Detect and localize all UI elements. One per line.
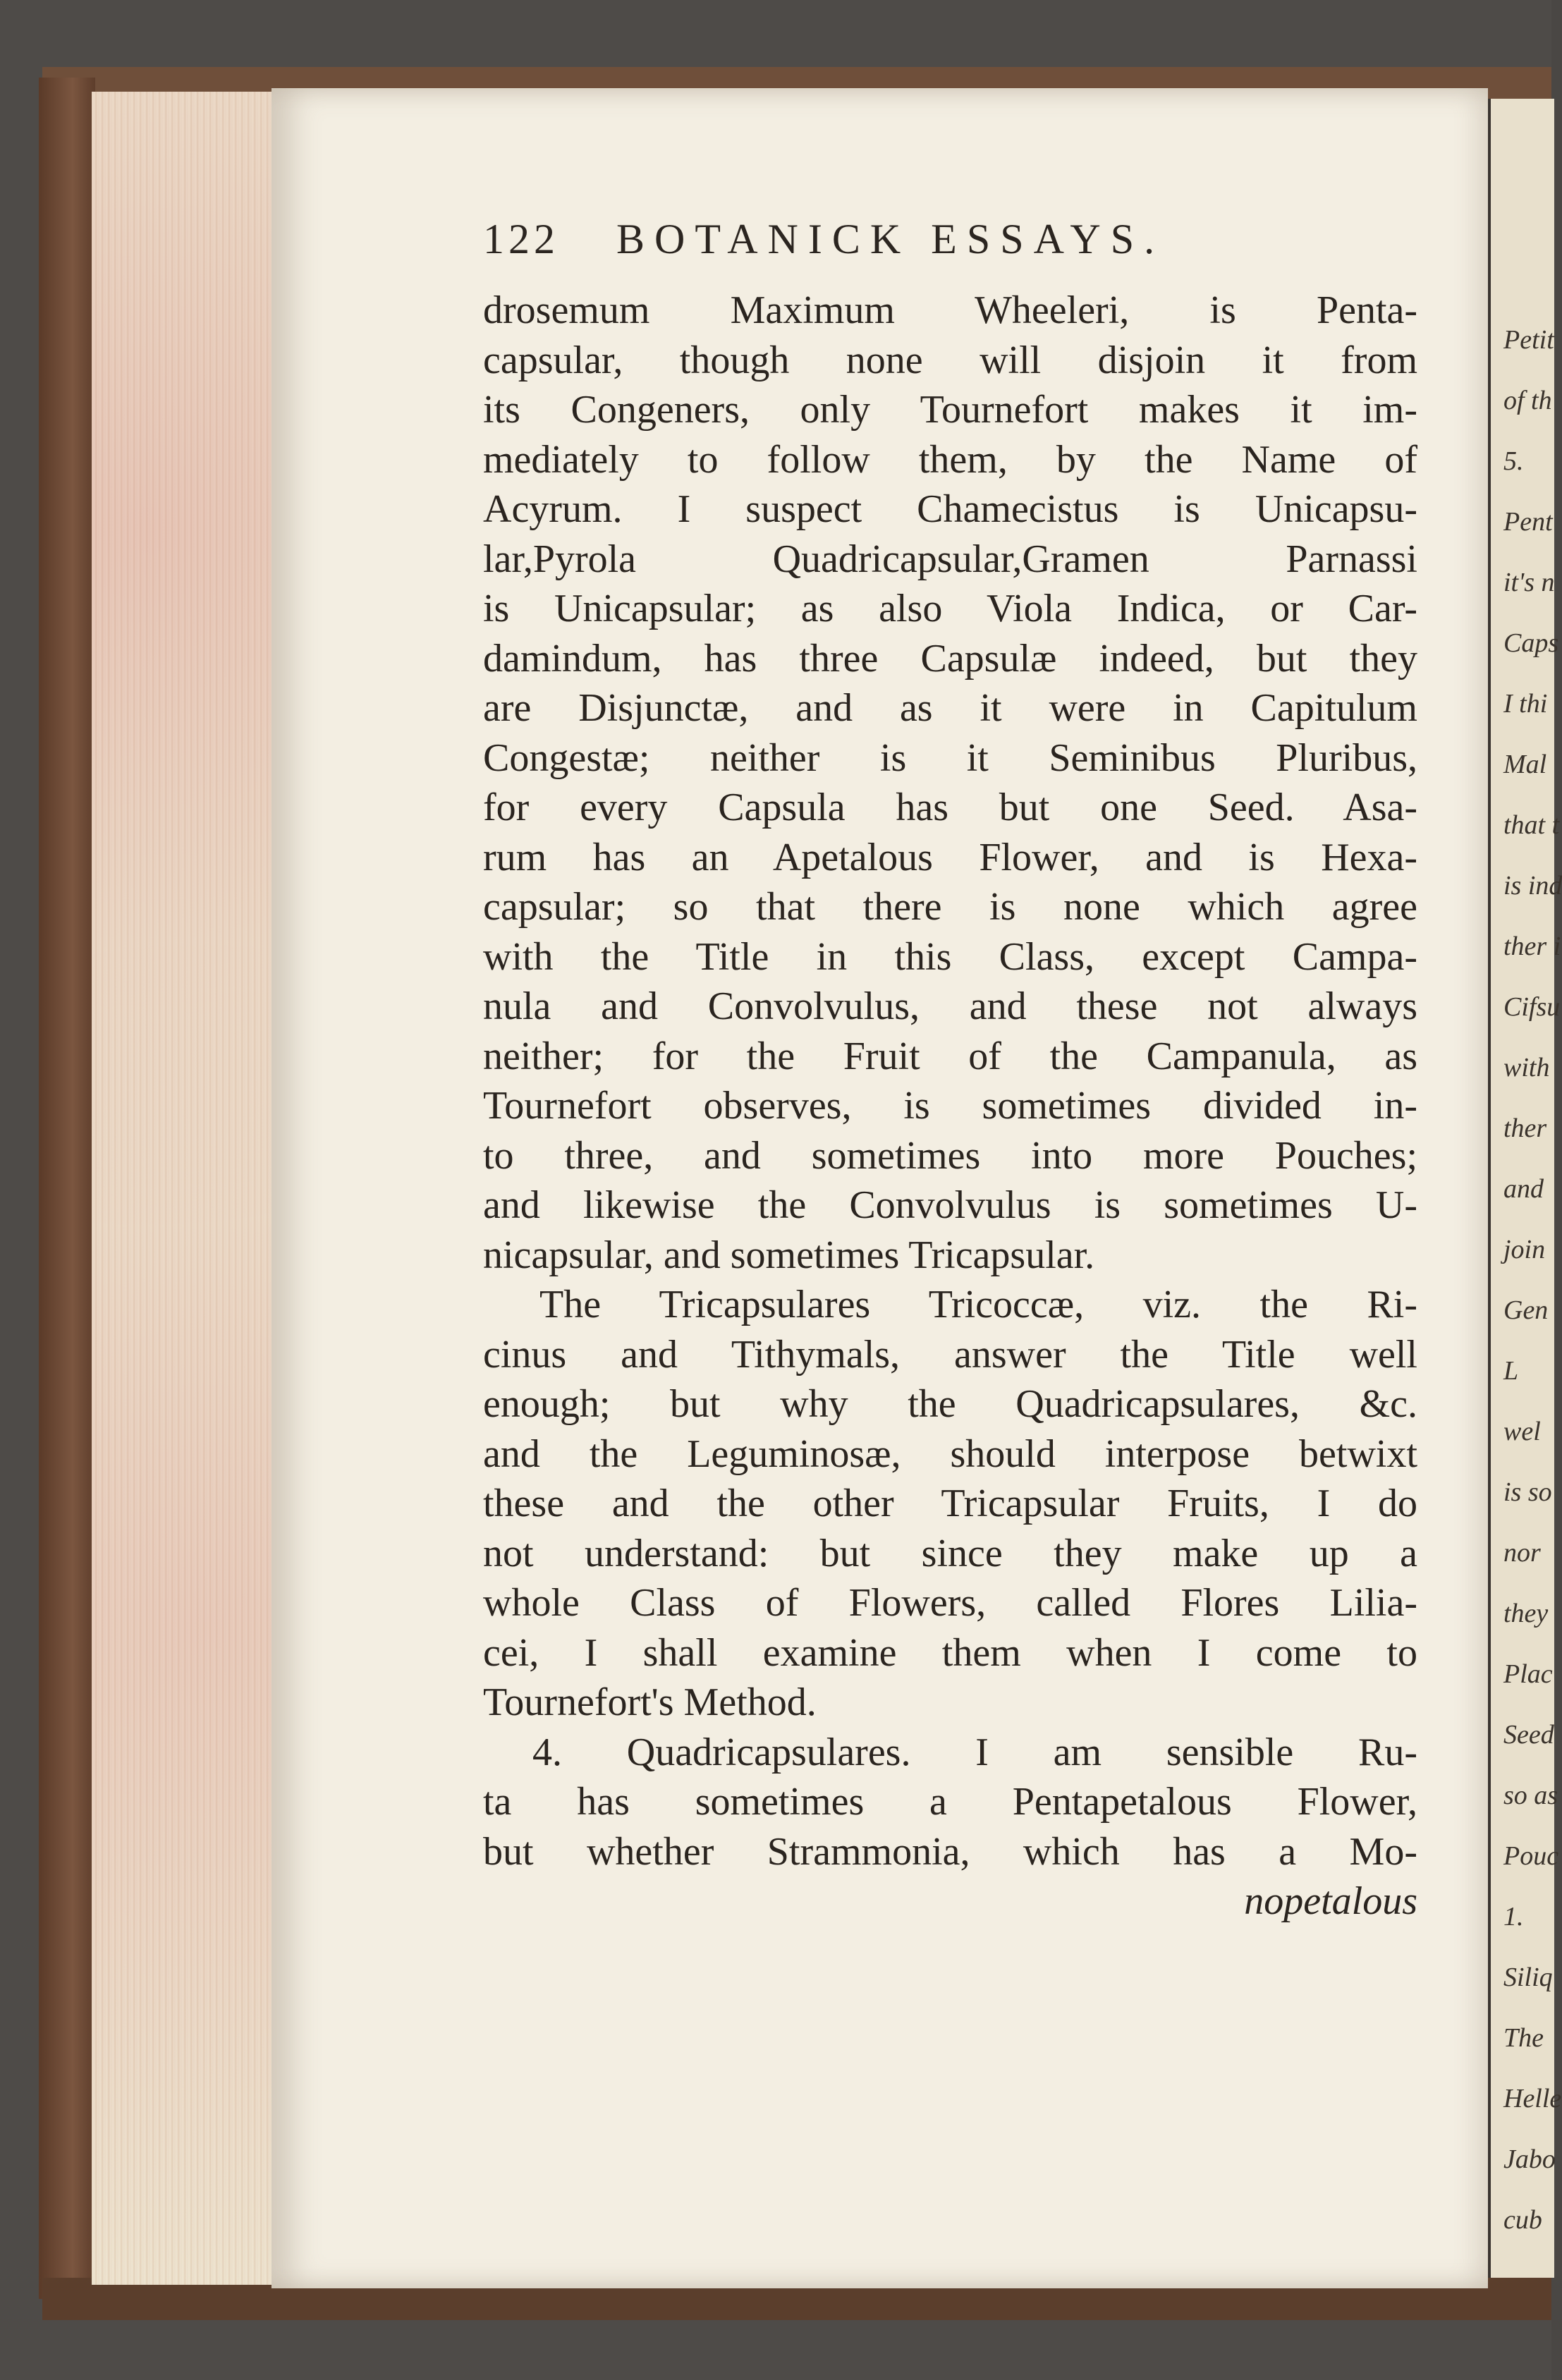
facing-page-fragment: Pouc <box>1503 1841 1559 1871</box>
text-line: capsular, though none will disjoin it from <box>483 338 1417 382</box>
text-line: lar,Pyrola Quadricapsular,Gramen Parnassi <box>483 537 1417 581</box>
facing-page-fragment: that t <box>1503 810 1560 840</box>
running-header <box>483 215 1435 264</box>
facing-page-fragment: cub <box>1503 2205 1542 2235</box>
text-line: Congestæ; neither is it Seminibus Pluribus, <box>483 736 1417 780</box>
facing-page-fragment: 1. <box>1503 1902 1524 1932</box>
facing-page-fragment: with <box>1503 1053 1550 1082</box>
running-title: BOTANICK ESSAYS. <box>616 216 1165 262</box>
text-line: ta has sometimes a Pentapetalous Flower, <box>483 1780 1417 1824</box>
page-edges <box>92 92 275 2285</box>
facing-page-fragment: wel <box>1503 1417 1541 1446</box>
text-line: these and the other Tricapsular Fruits, I do <box>483 1482 1417 1525</box>
text-line: and the Leguminosæ, should interpose betwixt <box>483 1432 1417 1476</box>
facing-page-fragment: Plac <box>1503 1659 1553 1689</box>
text-line: and likewise the Convolvulus is sometimes U- <box>483 1183 1417 1227</box>
facing-page-fragment: is ind <box>1503 871 1562 901</box>
text-line: The Tricapsulares Tricoccæ, viz. the Ri- <box>539 1283 1417 1326</box>
facing-page-fragment: Gen <box>1503 1295 1549 1325</box>
facing-page-fragment: so as <box>1503 1781 1558 1810</box>
facing-page-fragment: Seed <box>1503 1720 1554 1750</box>
facing-page-fragment: join <box>1503 1235 1546 1264</box>
text-line: enough; but why the Quadricapsulares, &c. <box>483 1382 1417 1426</box>
facing-page-fragment: Cifsu <box>1503 992 1561 1022</box>
text-line: Acyrum. I suspect Chamecistus is Unicapsu- <box>483 487 1417 531</box>
text-line: are Disjunctæ, and as it were in Capitulum <box>483 686 1417 730</box>
text-line: nicapsular, and sometimes Tricapsular. <box>483 1233 1095 1277</box>
facing-page-fragment: Pent <box>1503 507 1553 537</box>
text-line: damindum, has three Capsulæ indeed, but they <box>483 636 1417 681</box>
facing-page-fragment: it's n <box>1503 568 1555 597</box>
facing-page-fragment: Mal <box>1503 750 1547 779</box>
body-text <box>483 286 1417 1927</box>
text-line: but whether Strammonia, which has a Mo- <box>483 1829 1417 1874</box>
facing-page-fragment: Petit <box>1503 325 1554 355</box>
facing-page-fragment: ther <box>1503 1113 1547 1143</box>
facing-page-edge <box>1488 99 1562 2278</box>
facing-page-fragment: nor <box>1503 1538 1541 1568</box>
text-line: its Congeners, only Tournefort makes it im- <box>483 388 1417 432</box>
facing-page-fragment: of th <box>1503 386 1552 415</box>
facing-page-fragment: L <box>1503 1356 1519 1386</box>
facing-page-fragment: Helle <box>1503 2084 1562 2113</box>
text-line: neither; for the Fruit of the Campanula, as <box>483 1034 1417 1078</box>
text-line: mediately to follow them, by the Name of <box>483 437 1417 482</box>
text-line: is Unicapsular; as also Viola Indica, or Car- <box>483 587 1417 630</box>
facing-page-fragment: 5. <box>1503 446 1524 476</box>
catchword: nopetalous <box>1244 1879 1417 1923</box>
text-line: Tournefort observes, is sometimes divided in- <box>483 1084 1417 1128</box>
facing-page-fragment: ther i <box>1503 932 1561 961</box>
text-line: rum has an Apetalous Flower, and is Hexa- <box>483 835 1417 879</box>
text-line: nula and Convolvulus, and these not always <box>483 984 1417 1028</box>
facing-page-fragment: Caps <box>1503 628 1559 658</box>
text-line: for every Capsula has but one Seed. Asa- <box>483 786 1417 829</box>
text-line: 4. Quadricapsulares. I am sensible Ru- <box>532 1730 1417 1774</box>
facing-page-fragment: I thi <box>1503 689 1548 719</box>
text-line: to three, and sometimes into more Pouches; <box>483 1133 1417 1178</box>
facing-page-fragment: Jabo <box>1503 2144 1556 2174</box>
text-line: capsular; so that there is none which agree <box>483 885 1417 929</box>
facing-page-fragment: they <box>1503 1599 1549 1628</box>
text-line: Tournefort's Method. <box>483 1680 817 1724</box>
page-number: 122 <box>483 216 559 262</box>
facing-page-fragment: is so <box>1503 1477 1552 1507</box>
text-line: not understand: but since they make up a <box>483 1531 1417 1575</box>
text-line: drosemum Maximum Wheeleri, is Penta- <box>483 288 1417 332</box>
facing-page-fragment: The <box>1503 2023 1544 2053</box>
text-line: cei, I shall examine them when I come to <box>483 1630 1417 1675</box>
facing-page-fragment: Siliq <box>1503 1963 1553 1992</box>
book-spine-edge <box>39 78 95 2299</box>
text-line: with the Title in this Class, except Campa- <box>483 934 1417 979</box>
text-line: whole Class of Flowers, called Flores Lilia- <box>483 1581 1417 1625</box>
facing-page-fragment: and <box>1503 1174 1544 1204</box>
text-line: cinus and Tithymals, answer the Title well <box>483 1332 1417 1377</box>
